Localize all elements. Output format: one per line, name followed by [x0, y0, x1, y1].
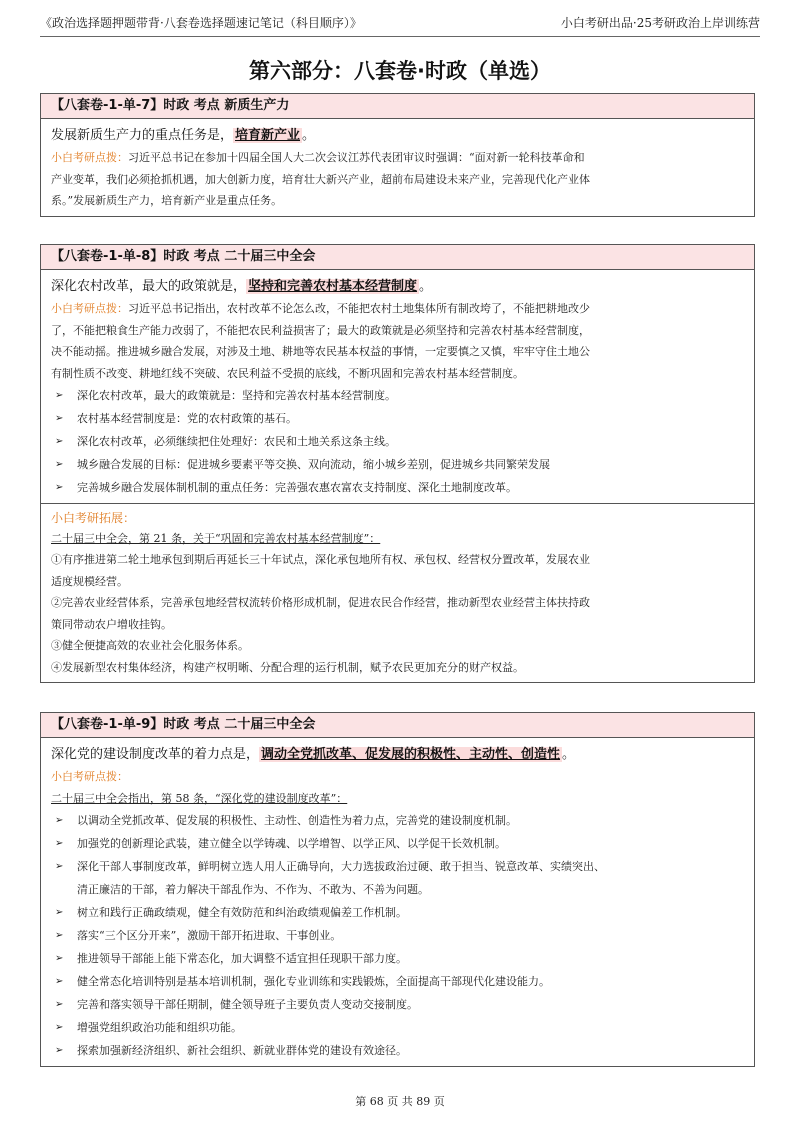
card-body [41, 119, 754, 216]
question-end: 。 [302, 128, 316, 143]
arrow-bullet-icon: ➢ [55, 861, 64, 872]
question-card-7 [40, 93, 755, 217]
tip-label: 小白考研点拨： [51, 770, 128, 783]
arrow-bullet-icon: ➢ [55, 838, 64, 849]
arrow-bullet-icon: ➢ [55, 953, 64, 964]
arrow-bullet-icon: ➢ [55, 907, 64, 918]
explanation-line: 了，不能把粮食生产能力改弱了，不能把农民利益损害了；最大的政策就是必须坚持和完善农村基本经营制度， [51, 323, 590, 337]
card-body [41, 738, 754, 1066]
list-item: 清正廉洁的干部，着力解决干部乱作为、不作为、不敢为、不善为问题。 [77, 883, 429, 896]
question-text: 深化党的建设制度改革的着力点是， [51, 747, 260, 762]
card-body [41, 270, 754, 503]
arrow-bullet-icon: ➢ [55, 482, 64, 493]
arrow-bullet-icon: ➢ [55, 1045, 64, 1056]
question-line [51, 276, 744, 298]
page-number: 第 68 页 共 89 页 [355, 1095, 445, 1108]
list-item: ➢ 以调动全党抓改革、促发展的积极性、主动性、创造性为着力点，完善党的建设制度机制。 [51, 809, 744, 832]
sub-title: 二十届三中全会指出，第 58 条，“深化党的建设制度改革”： [51, 792, 348, 805]
list-item: ➢ 健全常态化培训特别是基本培训机制，强化专业训练和实践锻炼，全面提高干部现代化建设能力。 [51, 970, 744, 993]
list-item: ➢ 树立和践行正确政绩观，健全有效防范和纠治政绩观偏差工作机制。 [51, 901, 744, 924]
list-item: ➢ 深化农村改革，最大的政策就是：坚持和完善农村基本经营制度。 [51, 384, 744, 407]
extension-label: 小白考研拓展： [51, 511, 136, 525]
arrow-bullet-icon: ➢ [55, 930, 64, 941]
extension-line: ④发展新型农村集体经济，构建产权明晰、分配合理的运行机制，赋予农民更加充分的财产权益。 [51, 660, 524, 674]
question-end: 。 [562, 747, 576, 762]
card-header: 【八套卷-1-单-7】时政 考点 新质生产力 [41, 94, 754, 119]
extension-line: 适度规模经营。 [51, 574, 128, 588]
question-card-9 [40, 712, 755, 1067]
question-text: 深化农村改革，最大的政策就是， [51, 279, 247, 294]
list-item: ➢ 增强党组织政治功能和组织功能。 [51, 1016, 744, 1039]
bullet-list [51, 809, 744, 1062]
list-item: ➢ 深化干部人事制度改革，鲜明树立选人用人正确导向，大力选拔政治过硬、敢于担当、锐意改革、实绩突出、 [51, 855, 744, 878]
arrow-bullet-icon: ➢ [55, 413, 64, 424]
explanation [51, 298, 744, 384]
list-item: ➢ 完善城乡融合发展体制机制的重点任务：完善强农惠农富农支持制度、深化土地制度改革。 [51, 476, 744, 499]
answer-highlight: 培育新产业 [235, 128, 301, 143]
card-header: 【八套卷-1-单-9】时政 考点 二十届三中全会 [41, 713, 754, 738]
header-publisher: 小白考研出品·25考研政治上岸训练营 [560, 16, 760, 30]
explanation-line: 决不能动摇。推进城乡融合发展，对涉及土地、耕地等农民基本权益的事情，一定要慎之又慎，牢牢守住土地公 [51, 345, 590, 358]
list-item: ➢ 加强党的创新理论武装，建立健全以学铸魂、以学增智、以学正风、以学促干长效机制。 [51, 832, 744, 855]
bullet-list [51, 384, 744, 499]
extension-line: ③健全便捷高效的农业社会化服务体系。 [51, 639, 249, 652]
explanation-line: 系。”发展新质生产力，培育新产业是重点任务。 [51, 194, 283, 207]
list-item: ➢ 探索加强新经济组织、新社会组织、新就业群体党的建设有效途径。 [51, 1039, 744, 1062]
arrow-bullet-icon: ➢ [55, 815, 64, 826]
running-header [40, 14, 760, 37]
arrow-bullet-icon: ➢ [55, 459, 64, 470]
explanation-line: 习近平总书记指出，农村改革不论怎么改，不能把农村土地集体所有制改垮了，不能把耕地改少 [128, 302, 590, 315]
arrow-bullet-icon: ➢ [55, 436, 64, 447]
question-card-8 [40, 244, 755, 683]
extension-title: 二十届三中全会，第 21 条，关于“巩固和完善农村基本经营制度”： [51, 532, 381, 545]
tip-label: 小白考研点拨： [51, 151, 128, 164]
header-book-title: 《政治选择题押题带背·八套卷选择题速记笔记（科目顺序）》 [40, 16, 362, 30]
question-line [51, 744, 744, 766]
explanation [51, 147, 744, 212]
arrow-bullet-icon: ➢ [55, 976, 64, 987]
question-text: 发展新质生产力的重点任务是， [51, 128, 234, 143]
question-line [51, 125, 744, 147]
arrow-bullet-icon: ➢ [55, 390, 64, 401]
list-item: ➢ 农村基本经营制度是：党的农村政策的基石。 [51, 407, 744, 430]
extension-line: ①有序推进第二轮土地承包到期后再延长三十年试点，深化承包地所有权、承包权、经营权分置改革，发展农业 [51, 553, 590, 566]
arrow-bullet-icon: ➢ [55, 999, 64, 1010]
card-header: 【八套卷-1-单-8】时政 考点 二十届三中全会 [41, 245, 754, 270]
explanation-line: 有制性质不改变、耕地红线不突破、农民利益不受损的底线，不断巩固和完善农村基本经营制度。 [51, 366, 524, 380]
extension-line: 策同带动农户增收挂钩。 [51, 617, 172, 631]
extension-section [41, 503, 754, 682]
list-item: ➢ 推进领导干部能上能下常态化，加大调整不适宜担任现职干部力度。 [51, 947, 744, 970]
answer-highlight: 调动全党抓改革、促发展的积极性、主动性、创造性 [261, 747, 561, 762]
list-item: ➢ 落实“三个区分开来”，激励干部开拓进取、干事创业。 [51, 924, 744, 947]
list-item: ➢ 城乡融合发展的目标：促进城乡要素平等交换、双向流动，缩小城乡差别，促进城乡共同繁荣发展 [51, 453, 744, 476]
extension-line: ②完善农业经营体系，完善承包地经营权流转价格形成机制，促进农民合作经营，推动新型农业经营主体扶持政 [51, 596, 590, 609]
list-item: ➢ 深化农村改革，必须继续把住处理好：农民和土地关系这条主线。 [51, 430, 744, 453]
page-title: 第六部分：八套卷·时政（单选） [249, 59, 551, 83]
question-end: 。 [419, 279, 433, 294]
arrow-bullet-icon: ➢ [55, 1022, 64, 1033]
answer-highlight: 坚持和完善农村基本经营制度 [248, 279, 418, 294]
explanation-line: 习近平总书记在参加十四届全国人大二次会议江苏代表团审议时强调：“面对新一轮科技革命和 [128, 151, 585, 164]
explanation-line: 产业变革，我们必须抢抓机遇，加大创新力度，培育壮大新兴产业，超前布局建设未来产业，完善现代化产业体 [51, 172, 590, 186]
list-item: ➢ 完善和落实领导干部任期制，健全领导班子主要负责人变动交接制度。 [51, 993, 744, 1016]
tip-label: 小白考研点拨： [51, 302, 128, 315]
